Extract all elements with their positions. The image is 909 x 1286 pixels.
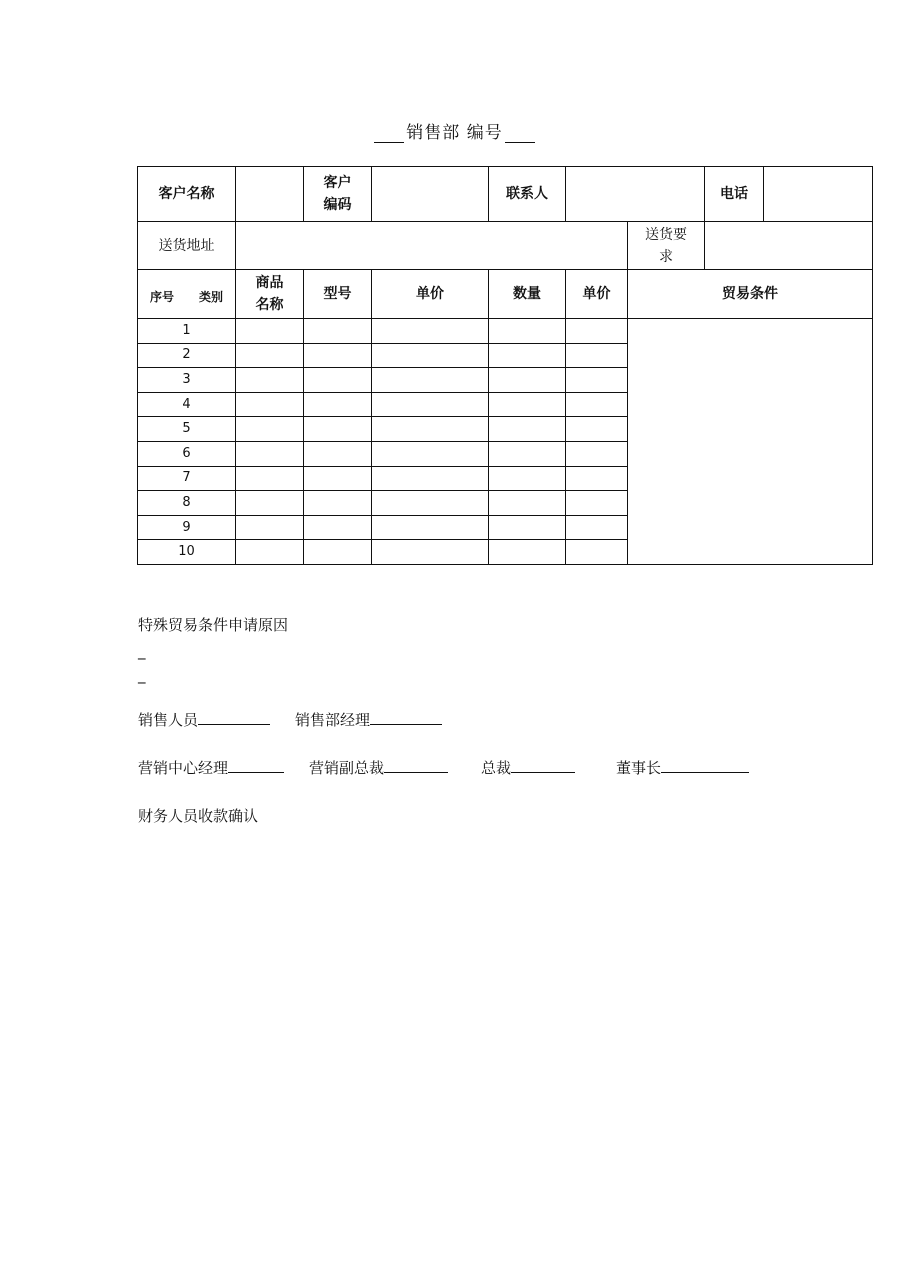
unit-price-2-cell[interactable] xyxy=(566,343,628,368)
unit-price-header-2: 单价 xyxy=(566,270,628,319)
department-label: 销售部 xyxy=(406,123,461,143)
product-name-cell[interactable] xyxy=(236,417,304,442)
signature-row-2 xyxy=(138,757,749,778)
model-cell[interactable] xyxy=(304,392,372,417)
unit-price-2-cell[interactable] xyxy=(566,392,628,417)
quantity-cell[interactable] xyxy=(489,417,566,442)
sales-order-table xyxy=(137,166,873,565)
unit-price-cell[interactable] xyxy=(372,466,489,491)
trade-terms-header: 贸易条件 xyxy=(628,270,873,319)
quantity-cell[interactable] xyxy=(489,441,566,466)
product-name-header xyxy=(236,270,304,319)
finance-confirm-label: 财务人员收款确认 xyxy=(138,807,259,825)
unit-price-2-cell[interactable] xyxy=(566,515,628,540)
unit-price-cell[interactable] xyxy=(372,441,489,466)
contact-field[interactable] xyxy=(566,167,705,222)
row-number: 4 xyxy=(138,392,236,417)
row-number: 5 xyxy=(138,417,236,442)
contact-label: 联系人 xyxy=(489,167,566,222)
unit-price-cell[interactable] xyxy=(372,540,489,565)
quantity-header: 数量 xyxy=(489,270,566,319)
sales-person-label: 销售人员 xyxy=(138,711,199,729)
unit-price-2-cell[interactable] xyxy=(566,368,628,393)
table-row xyxy=(138,319,873,344)
trade-terms-field[interactable] xyxy=(628,319,873,565)
model-header: 型号 xyxy=(304,270,372,319)
product-name-cell[interactable] xyxy=(236,392,304,417)
unit-price-2-cell[interactable] xyxy=(566,466,628,491)
product-name-header-line1: 商品 xyxy=(255,275,284,291)
model-cell[interactable] xyxy=(304,515,372,540)
product-name-cell[interactable] xyxy=(236,466,304,491)
customer-code-label-line2: 编码 xyxy=(323,197,352,213)
model-cell[interactable] xyxy=(304,368,372,393)
customer-code-field[interactable] xyxy=(372,167,489,222)
unit-price-cell[interactable] xyxy=(372,343,489,368)
marketing-vp-label: 营销副总裁 xyxy=(309,759,385,777)
row-number: 6 xyxy=(138,441,236,466)
customer-info-row xyxy=(138,167,873,222)
delivery-row xyxy=(138,222,873,270)
unit-price-cell[interactable] xyxy=(372,319,489,344)
unit-price-cell[interactable] xyxy=(372,392,489,417)
unit-price-2-cell[interactable] xyxy=(566,417,628,442)
quantity-cell[interactable] xyxy=(489,368,566,393)
unit-price-cell[interactable] xyxy=(372,417,489,442)
chairman-signature-line[interactable] xyxy=(661,758,749,773)
unit-price-cell[interactable] xyxy=(372,515,489,540)
item-rows xyxy=(138,319,873,565)
quantity-cell[interactable] xyxy=(489,540,566,565)
president-signature-line[interactable] xyxy=(511,758,575,773)
president-label: 总裁 xyxy=(481,759,512,777)
quantity-cell[interactable] xyxy=(489,392,566,417)
unit-price-2-cell[interactable] xyxy=(566,441,628,466)
form-title xyxy=(0,118,909,143)
sales-manager-signature-line[interactable] xyxy=(370,710,442,725)
quantity-cell[interactable] xyxy=(489,466,566,491)
unit-price-2-cell[interactable] xyxy=(566,491,628,516)
marketing-vp-signature-line[interactable] xyxy=(384,758,448,773)
unit-price-cell[interactable] xyxy=(372,368,489,393)
number-label: 编号 xyxy=(466,123,503,143)
column-header-row xyxy=(138,270,873,319)
seq-category-header xyxy=(138,270,236,319)
row-number: 7 xyxy=(138,466,236,491)
number-blank[interactable] xyxy=(505,125,535,143)
row-number: 3 xyxy=(138,368,236,393)
category-header: 类别 xyxy=(198,290,223,304)
customer-code-label-line1: 客户 xyxy=(323,175,352,191)
sales-manager-label: 销售部经理 xyxy=(295,711,371,729)
row-number: 1 xyxy=(138,319,236,344)
delivery-requirement-label-line1: 送货要 xyxy=(645,226,687,243)
product-name-cell[interactable] xyxy=(236,368,304,393)
product-name-cell[interactable] xyxy=(236,343,304,368)
delivery-requirement-label xyxy=(628,222,705,270)
model-cell[interactable] xyxy=(304,441,372,466)
model-cell[interactable] xyxy=(304,540,372,565)
quantity-cell[interactable] xyxy=(489,491,566,516)
unit-price-2-cell[interactable] xyxy=(566,319,628,344)
customer-code-label xyxy=(304,167,372,222)
customer-name-field[interactable] xyxy=(236,167,304,222)
marketing-center-manager-signature-line[interactable] xyxy=(228,758,284,773)
model-cell[interactable] xyxy=(304,319,372,344)
model-cell[interactable] xyxy=(304,466,372,491)
row-number: 2 xyxy=(138,343,236,368)
marketing-center-manager-label: 营销中心经理 xyxy=(138,759,229,777)
delivery-address-label: 送货地址 xyxy=(138,222,236,270)
row-number: 10 xyxy=(138,540,236,565)
unit-price-2-cell[interactable] xyxy=(566,540,628,565)
product-name-cell[interactable] xyxy=(236,441,304,466)
reason-line-2[interactable]: _ xyxy=(138,666,146,684)
delivery-requirement-field[interactable] xyxy=(705,222,873,270)
phone-label: 电话 xyxy=(705,167,764,222)
product-name-cell[interactable] xyxy=(236,319,304,344)
signature-row-1 xyxy=(138,709,442,730)
sales-person-signature-line[interactable] xyxy=(198,710,270,725)
row-number: 8 xyxy=(138,491,236,516)
seq-header: 序号 xyxy=(150,290,175,304)
quantity-cell[interactable] xyxy=(489,343,566,368)
chairman-label: 董事长 xyxy=(616,759,662,777)
reason-line-1[interactable]: _ xyxy=(138,642,146,660)
special-reason-label: 特殊贸易条件申请原因 xyxy=(138,616,289,634)
product-name-cell[interactable] xyxy=(236,515,304,540)
department-prefix-blank[interactable] xyxy=(374,125,404,143)
product-name-cell[interactable] xyxy=(236,540,304,565)
model-cell[interactable] xyxy=(304,343,372,368)
unit-price-header: 单价 xyxy=(372,270,489,319)
quantity-cell[interactable] xyxy=(489,319,566,344)
model-cell[interactable] xyxy=(304,417,372,442)
row-number: 9 xyxy=(138,515,236,540)
delivery-requirement-label-line2: 求 xyxy=(659,248,673,265)
quantity-cell[interactable] xyxy=(489,515,566,540)
delivery-address-field[interactable] xyxy=(236,222,628,270)
phone-field[interactable] xyxy=(764,167,873,222)
model-cell[interactable] xyxy=(304,491,372,516)
product-name-header-line2: 名称 xyxy=(255,297,284,313)
unit-price-cell[interactable] xyxy=(372,491,489,516)
customer-name-label: 客户名称 xyxy=(138,167,236,222)
product-name-cell[interactable] xyxy=(236,491,304,516)
